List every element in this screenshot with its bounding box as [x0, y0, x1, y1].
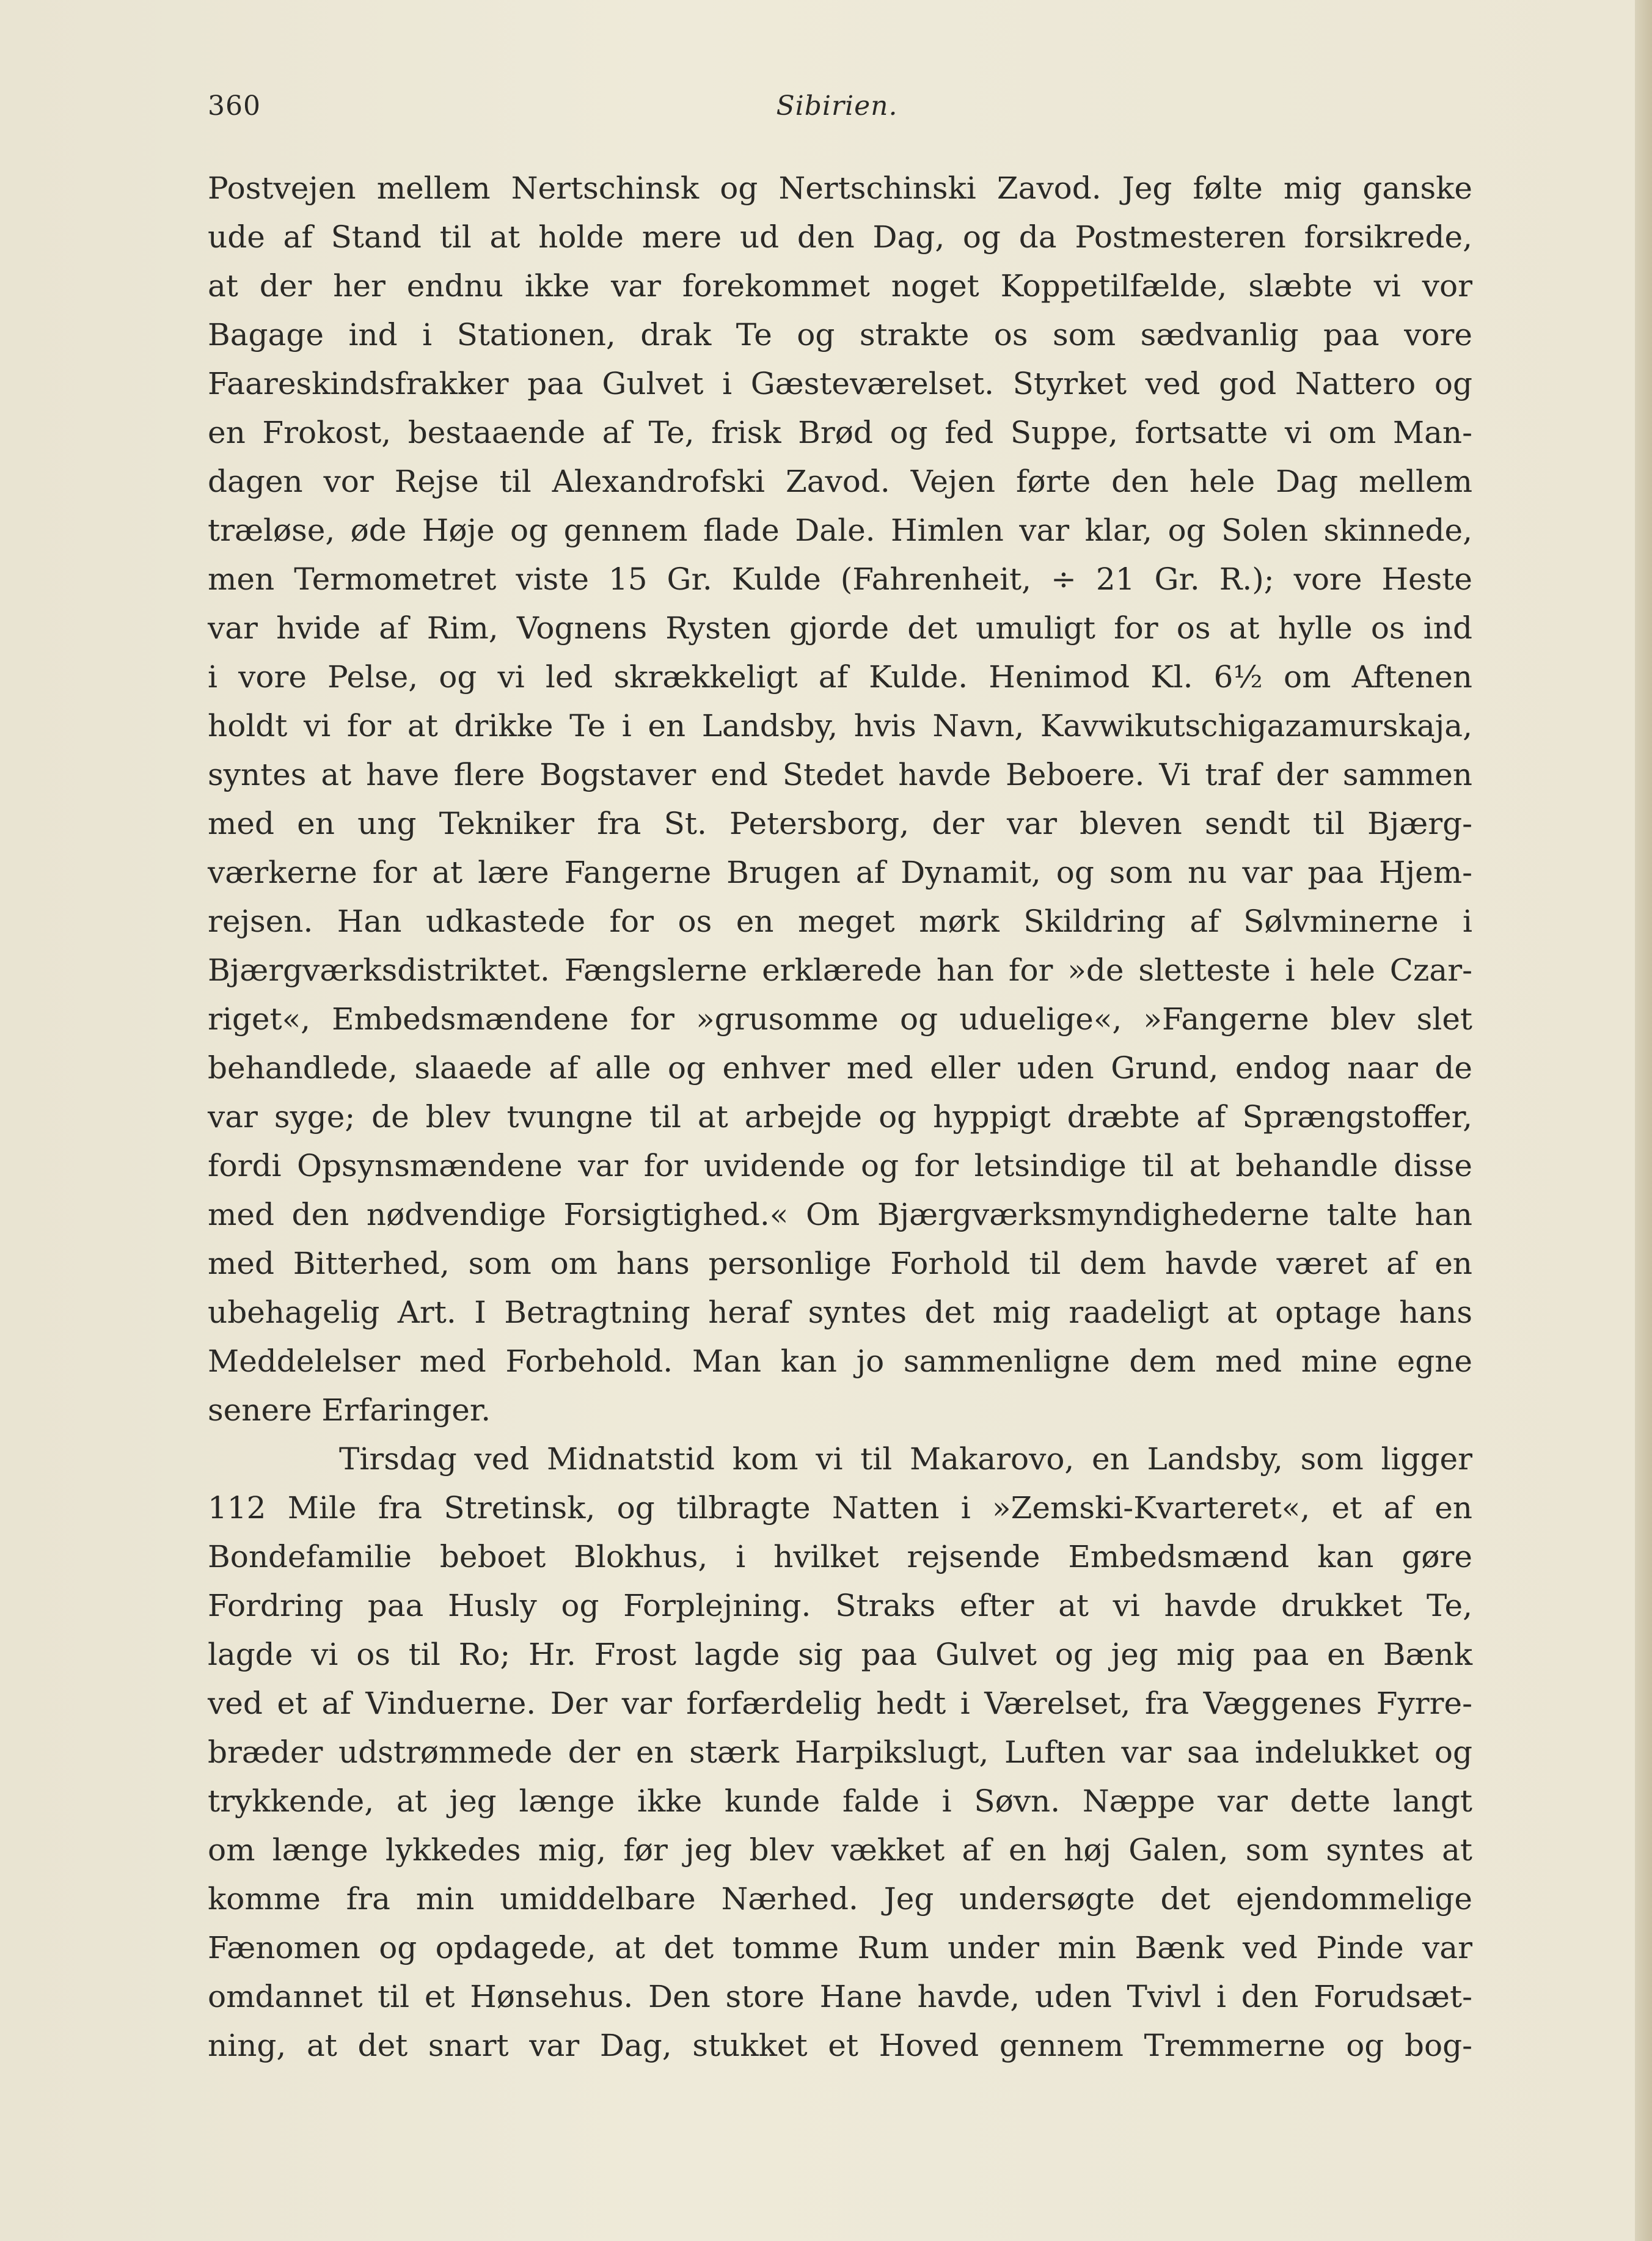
text-line: Fordring paa Husly og Forplejning. Straks efter at vi havde drukket Te, — [208, 1588, 1472, 1623]
text-line: holdt vi for at drikke Te i en Landsby, hvis Navn, Kavwikutschigazamurskaja, — [208, 708, 1472, 744]
text-line: om længe lykkedes mig, før jeg blev vækket af en høj Galen, som syntes at — [208, 1832, 1472, 1868]
text-line: træløse, øde Høje og gennem flade Dale. Himlen var klar, og Solen skinnede, — [208, 513, 1472, 548]
text-line: Bagage ind i Stationen, drak Te og strakte os som sædvanlig paa vore — [208, 317, 1472, 353]
text-line: rejsen. Han udkastede for os en meget mørk Skildring af Sølvminerne i — [208, 904, 1472, 939]
text-line: men Termometret viste 15 Gr. Kulde (Fahrenheit, ÷ 21 Gr. R.); vore Heste — [208, 561, 1472, 597]
text-line: med Bitterhed, som om hans personlige Forhold til dem havde været af en — [208, 1246, 1472, 1281]
text-line: fordi Opsynsmændene var for uvidende og for letsindige til at behandle disse — [208, 1148, 1472, 1183]
text-line: ude af Stand til at holde mere ud den Dag, og da Postmesteren forsikrede, — [208, 219, 1472, 255]
body-text — [208, 164, 1472, 2070]
text-line: Meddelelser med Forbehold. Man kan jo sammenligne dem med mine egne — [208, 1344, 1472, 1379]
text-line: Bjærgværksdistriktet. Fængslerne erklærede han for »de sletteste i hele Czar- — [208, 952, 1472, 988]
text-line: ning, at det snart var Dag, stukket et Hoved gennem Tremmerne og bog- — [208, 2028, 1472, 2063]
text-line: med den nødvendige Forsigtighed.« Om Bjærgværksmyndighederne talte han — [208, 1197, 1472, 1232]
text-line: komme fra min umiddelbare Nærhed. Jeg undersøgte det ejendommelige — [208, 1881, 1472, 1917]
text-line: Fænomen og opdagede, at det tomme Rum under min Bænk ved Pinde var — [208, 1930, 1472, 1965]
text-line: riget«, Embedsmændene for »grusomme og uduelige«, »Fangerne blev slet — [208, 1001, 1472, 1037]
text-line: 112 Mile fra Stretinsk, og tilbragte Natten i »Zemski-Kvarteret«, et af en — [208, 1490, 1472, 1526]
paragraph-end-line: senere Erfaringer. — [208, 1392, 491, 1428]
text-line: var hvide af Rim, Vognens Rysten gjorde det umuligt for os at hylle os ind — [208, 610, 1472, 646]
text-line: værkerne for at lære Fangerne Brugen af Dynamit, og som nu var paa Hjem- — [208, 855, 1472, 890]
text-line: ubehagelig Art. I Betragtning heraf syntes det mig raadeligt at optage hans — [208, 1295, 1472, 1330]
text-line: ved et af Vinduerne. Der var forfærdelig hedt i Værelset, fra Væggenes Fyrre- — [208, 1686, 1472, 1721]
text-line: lagde vi os til Ro; Hr. Frost lagde sig paa Gulvet og jeg mig paa en Bænk — [208, 1637, 1472, 1672]
text-line: Faareskindsfrakker paa Gulvet i Gæsteværelset. Styrket ved god Nattero og — [208, 366, 1472, 401]
text-line: dagen vor Rejse til Alexandrofski Zavod. Vejen førte den hele Dag mellem — [208, 464, 1472, 499]
running-head: Sibirien. — [776, 90, 898, 122]
paragraph-start-line: Tirsdag ved Midnatstid kom vi til Makarovo, en Landsby, som ligger — [339, 1441, 1472, 1477]
text-line: var syge; de blev tvungne til at arbejde og hyppigt dræbte af Sprængstoffer, — [208, 1099, 1472, 1135]
page-edge — [1635, 0, 1652, 2241]
page-header — [208, 90, 1466, 127]
text-line: trykkende, at jeg længe ikke kunde falde i Søvn. Næppe var dette langt — [208, 1783, 1472, 1819]
text-line: i vore Pelse, og vi led skrækkeligt af Kulde. Henimod Kl. 6½ om Aftenen — [208, 659, 1472, 695]
text-line: syntes at have flere Bogstaver end Stedet havde Beboere. Vi traf der sammen — [208, 757, 1472, 792]
text-line: at der her endnu ikke var forekommet noget Koppetilfælde, slæbte vi vor — [208, 268, 1472, 304]
text-line: Bondefamilie beboet Blokhus, i hvilket rejsende Embedsmænd kan gøre — [208, 1539, 1472, 1574]
text-line: Postvejen mellem Nertschinsk og Nertschinski Zavod. Jeg følte mig ganske — [208, 170, 1472, 206]
text-line: omdannet til et Hønsehus. Den store Hane havde, uden Tvivl i den Forudsæt- — [208, 1979, 1472, 2014]
text-line: med en ung Tekniker fra St. Petersborg, der var bleven sendt til Bjærg- — [208, 806, 1472, 841]
page-number: 360 — [208, 90, 261, 122]
text-line: bræder udstrømmede der en stærk Harpikslugt, Luften var saa indelukket og — [208, 1735, 1472, 1770]
text-line: behandlede, slaaede af alle og enhver med eller uden Grund, endog naar de — [208, 1050, 1472, 1086]
text-line: en Frokost, bestaaende af Te, frisk Brød og fed Suppe, fortsatte vi om Man- — [208, 415, 1472, 450]
